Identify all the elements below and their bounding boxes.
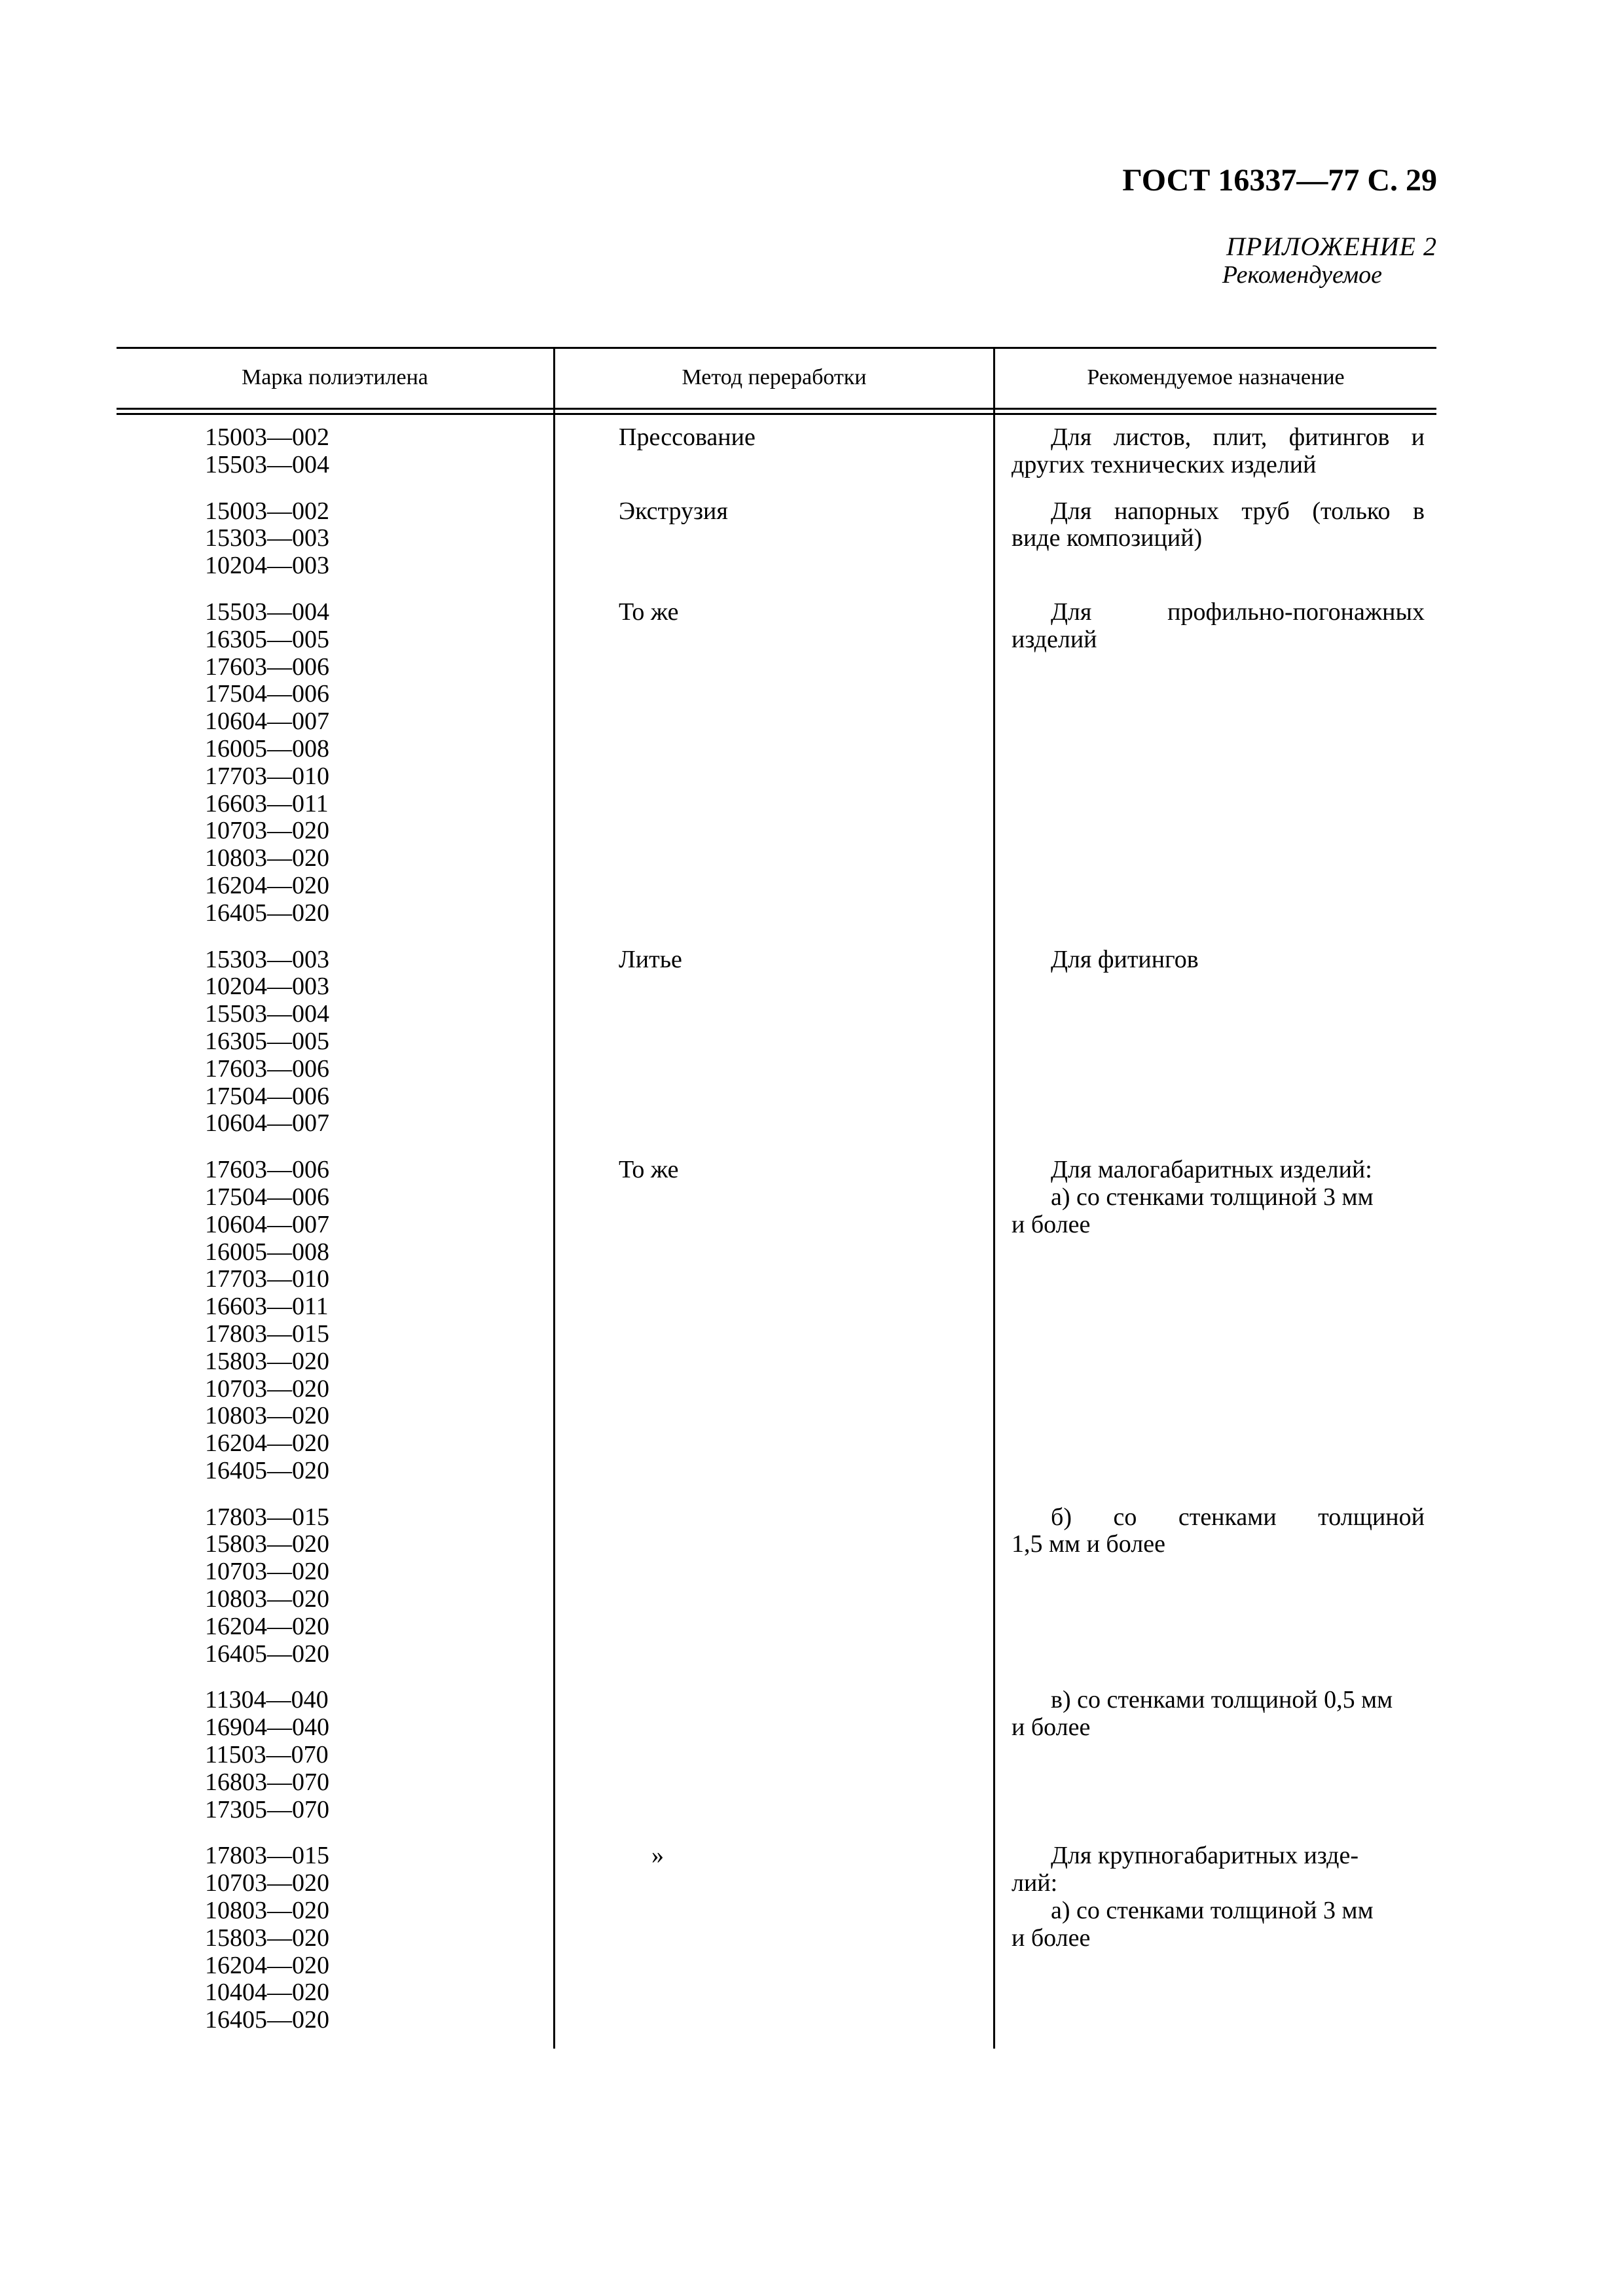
grade-cell xyxy=(117,1157,560,1485)
purpose-line: Для малогабаритных изделий: xyxy=(1051,1156,1372,1184)
grade-value: 17803—015 xyxy=(205,1319,329,1348)
purpose-line: и более xyxy=(1012,1713,1091,1742)
appendix-heading xyxy=(1222,232,1437,289)
grade-value: 10604—007 xyxy=(205,708,329,736)
grade-value: 16405—020 xyxy=(205,1456,329,1484)
purpose-line: Для крупногабаритных изде- xyxy=(1051,1842,1359,1870)
grade-cell xyxy=(117,599,560,927)
table-row xyxy=(117,424,1436,479)
table-row xyxy=(117,498,1436,580)
grade-value: 16005—008 xyxy=(205,1238,329,1266)
grade-value: 15803—020 xyxy=(205,1924,329,1952)
purpose-line: лий: xyxy=(1012,1869,1058,1897)
method-cell xyxy=(560,1842,1000,2034)
grade-value: 16204—020 xyxy=(205,1429,329,1458)
grade-value: 15303—003 xyxy=(205,524,329,552)
grade-value: 17504—006 xyxy=(205,1183,329,1211)
grade-value: 16405—020 xyxy=(205,899,329,927)
purpose-cell xyxy=(1000,1504,1436,1668)
header-rule xyxy=(117,408,1436,410)
purpose-line: и более xyxy=(1012,1210,1091,1238)
grade-value: 15003—002 xyxy=(205,423,329,451)
grade-value: 17305—070 xyxy=(205,1795,329,1823)
header-rule-double xyxy=(117,413,1436,415)
grade-value: 16405—020 xyxy=(205,2006,329,2034)
page-reference: ГОСТ 16337—77 С. 29 xyxy=(1122,163,1437,198)
table-row xyxy=(117,599,1436,927)
purpose-line: Для листов, плит, фитингов и xyxy=(1051,423,1425,451)
table-row xyxy=(117,1842,1436,2034)
purpose-line: а) со стенками толщиной 3 мм xyxy=(1051,1897,1374,1925)
method-value: То же xyxy=(619,598,679,626)
purpose-line: б) со стенками толщиной xyxy=(1051,1503,1425,1531)
grade-value: 16603—011 xyxy=(205,1293,329,1321)
appendix-title: ПРИЛОЖЕНИЕ 2 xyxy=(1226,232,1437,261)
purpose-line: Для напорных труб (только в xyxy=(1051,497,1425,525)
table-row xyxy=(117,1687,1436,1823)
grade-value: 17504—006 xyxy=(205,1082,329,1110)
method-cell xyxy=(560,498,1000,580)
purpose-line: и более xyxy=(1012,1924,1091,1952)
purpose-line: Для профильно-погонажных xyxy=(1051,598,1425,626)
grade-value: 10604—007 xyxy=(205,1210,329,1238)
grade-cell xyxy=(117,946,560,1138)
purpose-cell xyxy=(1000,1157,1436,1485)
grade-value: 15503—004 xyxy=(205,450,329,478)
grade-cell xyxy=(117,498,560,580)
grade-value: 17603—006 xyxy=(205,653,329,681)
table-row xyxy=(117,1157,1436,1485)
appendix-subtitle: Рекомендуемое xyxy=(1222,261,1382,289)
grade-cell xyxy=(117,1842,560,2034)
table-body xyxy=(117,424,1436,2053)
column-header-purpose: Рекомендуемое назначение xyxy=(1087,365,1345,389)
method-cell xyxy=(560,1504,1000,1668)
grade-value: 15803—020 xyxy=(205,1347,329,1375)
column-header-method: Метод переработки xyxy=(682,365,867,389)
grade-value: 17603—006 xyxy=(205,1156,329,1184)
grade-value: 10703—020 xyxy=(205,1558,329,1586)
grade-value: 17703—010 xyxy=(205,762,329,790)
method-cell xyxy=(560,599,1000,927)
method-value: Экструзия xyxy=(619,497,728,525)
grade-value: 16803—070 xyxy=(205,1768,329,1796)
grade-value: 15503—004 xyxy=(205,1000,329,1028)
page-header xyxy=(1122,162,1437,199)
grade-value: 16204—020 xyxy=(205,1951,329,1979)
grade-value: 10204—003 xyxy=(205,973,329,1001)
grade-value: 10803—020 xyxy=(205,844,329,872)
grade-value: 16305—005 xyxy=(205,625,329,653)
grade-value: 15303—003 xyxy=(205,945,329,973)
grade-cell xyxy=(117,424,560,479)
grade-value: 10703—020 xyxy=(205,1869,329,1897)
grade-value: 10803—020 xyxy=(205,1585,329,1613)
grade-value: 10604—007 xyxy=(205,1109,329,1138)
grade-value: 16204—020 xyxy=(205,871,329,899)
grade-value: 10803—020 xyxy=(205,1897,329,1925)
grade-value: 10803—020 xyxy=(205,1402,329,1430)
purpose-line: изделий xyxy=(1012,625,1097,653)
grade-value: 15503—004 xyxy=(205,598,329,626)
grade-value: 10703—020 xyxy=(205,1374,329,1403)
purpose-cell xyxy=(1000,424,1436,479)
purpose-line: других технических изделий xyxy=(1012,450,1317,478)
grade-value: 10703—020 xyxy=(205,817,329,845)
purpose-line: Для фитингов xyxy=(1051,945,1199,973)
grade-value: 17504—006 xyxy=(205,680,329,708)
method-value: Литье xyxy=(619,945,682,973)
grade-value: 16204—020 xyxy=(205,1612,329,1640)
purpose-cell xyxy=(1000,498,1436,580)
method-cell xyxy=(560,424,1000,479)
purpose-line: а) со стенками толщиной 3 мм xyxy=(1051,1183,1374,1211)
recommendation-table xyxy=(117,347,1436,2049)
grade-value: 16405—020 xyxy=(205,1640,329,1668)
grade-value: 17803—015 xyxy=(205,1842,329,1870)
method-cell xyxy=(560,946,1000,1138)
grade-value: 16603—011 xyxy=(205,789,329,817)
purpose-cell xyxy=(1000,946,1436,1138)
purpose-cell xyxy=(1000,1842,1436,2034)
grade-value: 16005—008 xyxy=(205,734,329,762)
method-value: » xyxy=(651,1842,664,1870)
method-cell xyxy=(560,1157,1000,1485)
grade-value: 10404—020 xyxy=(205,1979,329,2007)
purpose-line: виде композиций) xyxy=(1012,524,1203,552)
method-value: Прессование xyxy=(619,423,756,451)
grade-value: 11304—040 xyxy=(205,1686,329,1714)
method-value: То же xyxy=(619,1156,679,1184)
method-cell xyxy=(560,1687,1000,1823)
purpose-line: 1,5 мм и более xyxy=(1012,1530,1165,1558)
grade-value: 17803—015 xyxy=(205,1503,329,1531)
column-header-grade: Марка полиэтилена xyxy=(242,365,428,389)
grade-value: 17603—006 xyxy=(205,1054,329,1083)
grade-cell xyxy=(117,1504,560,1668)
grade-value: 16305—005 xyxy=(205,1027,329,1055)
grade-value: 16904—040 xyxy=(205,1713,329,1742)
grade-cell xyxy=(117,1687,560,1823)
purpose-line: в) со стенками толщиной 0,5 мм xyxy=(1051,1686,1393,1714)
grade-value: 11503—070 xyxy=(205,1741,329,1769)
table-row xyxy=(117,946,1436,1138)
grade-value: 15803—020 xyxy=(205,1530,329,1558)
grade-value: 17703—010 xyxy=(205,1265,329,1293)
grade-value: 15003—002 xyxy=(205,497,329,525)
table-row xyxy=(117,1504,1436,1668)
purpose-cell xyxy=(1000,599,1436,927)
grade-value: 10204—003 xyxy=(205,552,329,580)
purpose-cell xyxy=(1000,1687,1436,1823)
